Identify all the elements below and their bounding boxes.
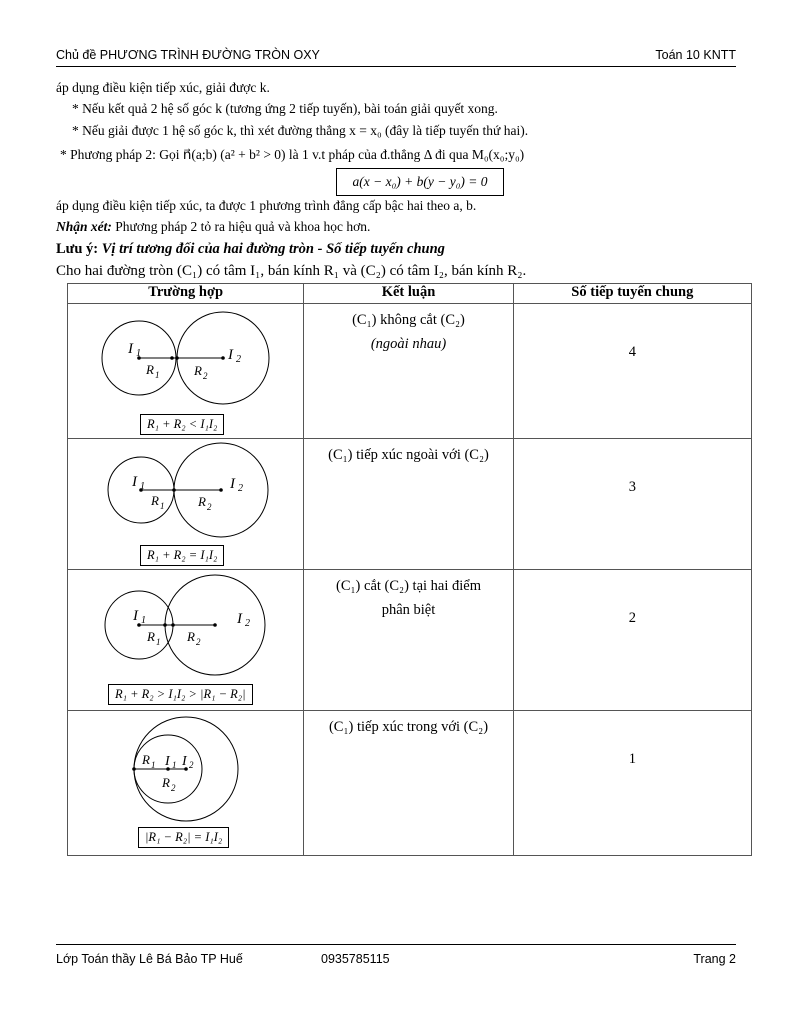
line-homogeneous: áp dụng điều kiện tiếp xúc, ta được 1 phương trình đẳng cấp bậc hai theo a, b. [56,198,477,213]
count-cell [513,439,751,570]
col-header-tangent-count: Số tiếp tuyến chung [513,284,751,304]
conclusion-main: (C₁) không cắt (C₂) [352,312,465,328]
label-r1-sub: 1 [156,637,161,647]
diagram-intersecting-circles [68,570,304,680]
point-c2-edge [175,356,179,360]
header-topic: Chủ đề PHƯƠNG TRÌNH ĐƯỜNG TRÒN OXY [56,48,320,62]
line-remark [56,219,370,235]
label-i2: I [237,611,242,627]
label-i2: I [230,476,235,492]
table-row [68,570,752,711]
col-header-conclusion: Kết luận [304,284,513,304]
label-i2-sub: 2 [238,483,243,494]
label-i1-sub: 1 [136,348,141,359]
footer-phone: 0935785115 [321,952,390,966]
label-r2: R [162,775,170,790]
header-course: Toán 10 KNTT [655,48,736,62]
label-r1: R [151,493,159,508]
center-i2 [221,356,225,360]
count-cell [513,711,751,856]
label-i1-sub: 1 [141,615,146,626]
count-cell [513,304,751,439]
count-cell [513,570,751,711]
label-i2: I [228,347,233,363]
center-i2 [213,623,217,627]
label-i2: I [182,754,187,769]
condition-box: R₁ + R₂ = I₁I₂ [140,545,224,566]
case-cell [68,570,304,711]
line-case-one-k: * Nếu giải được 1 hệ số góc k, thì xét đường thẳng x = x₀ (đây là tiếp tuyến thứ hai). [72,123,529,138]
tangent-count: 1 [628,751,636,767]
tangent-count: 3 [628,479,636,495]
conclusion-cell [304,304,513,439]
line-apply: áp dụng điều kiện tiếp xúc, giải được k. [56,80,270,95]
condition-box: R₁ + R₂ < I₁I₂ [140,414,224,435]
conclusion-note: phân biệt [381,602,436,618]
label-r1-sub: 1 [151,760,156,770]
case-cell [68,439,304,570]
table-row [68,304,752,439]
table-row [68,439,752,570]
condition-box: |R₁ − R₂| = I₁I₂ [138,827,229,848]
label-r2: R [194,363,202,378]
label-i2-sub: 2 [236,354,241,365]
label-r2-sub: 2 [196,637,201,647]
center-i2 [219,488,223,492]
conclusion-cell [304,711,513,856]
label-r1: R [146,362,154,377]
footer-class-name: Lớp Toán thầy Lê Bá Bảo TP Huế [56,952,243,966]
line-method-2: * Phương pháp 2: Gọi n⃗(a;b) (a² + b² > 0) là 1 v.t pháp của đ.thẳng Δ đi qua M₀(x₀;y₀) [60,147,525,162]
label-r1: R [142,752,150,767]
note-label: Lưu ý: [56,241,99,257]
remark-label: Nhận xét: [56,219,112,234]
diagram-disjoint-circles [68,304,304,414]
label-i1-sub: 1 [172,760,177,770]
label-i1: I [132,474,137,490]
page-header [56,46,736,67]
circle-positions-table [67,283,752,856]
conclusion-main: (C₁) cắt (C₂) tại hai điểm [336,578,481,594]
label-r2-sub: 2 [207,502,212,512]
label-r1: R [147,629,155,644]
label-i1: I [133,608,138,624]
label-r2: R [198,494,206,509]
label-i1: I [165,754,170,769]
label-i1: I [128,341,133,357]
label-i2-sub: 2 [245,618,250,629]
point-c1-edge [171,623,175,627]
tangent-count: 2 [628,610,636,626]
label-r2-sub: 2 [171,783,176,793]
conclusion-main: (C₁) tiếp xúc trong với (C₂) [328,719,489,735]
remark-text: Phương pháp 2 tỏ ra hiệu quả và khoa học hơn. [111,219,371,234]
case-cell [68,711,304,856]
label-r1-sub: 1 [155,370,160,380]
table-header-row [68,284,752,304]
conclusion-note: (ngoài nhau) [370,336,447,352]
conclusion-cell [304,570,513,711]
tangent-point [132,767,136,771]
tangent-line-formula: a(x − x₀) + b(y − y₀) = 0 [336,168,504,196]
label-i1-sub: 1 [140,481,145,492]
label-r2-sub: 2 [203,371,208,381]
case-cell [68,304,304,439]
label-r2: R [187,629,195,644]
tangent-count: 4 [628,344,636,360]
note-title: Vị trí tương đối của hai đường tròn - Số tiếp tuyến chung [98,241,445,257]
label-r1-sub: 1 [160,501,165,511]
table-row [68,711,752,856]
page-footer [56,944,736,969]
line-intro: Cho hai đường tròn (C₁) có tâm I₁, bán kính R₁ và (C₂) có tâm I₂, bán kính R₂. [56,263,527,279]
footer-page-number: Trang 2 [693,952,736,966]
conclusion-main: (C₁) tiếp xúc ngoài với (C₂) [328,447,489,463]
tangent-point [172,488,176,492]
point-c1-edge [170,356,174,360]
point-c2-edge [163,623,167,627]
label-i2-sub: 2 [189,760,194,770]
line-note [56,241,445,258]
condition-box: R₁ + R₂ > I₁I₂ > |R₁ − R₂| [108,684,253,705]
conclusion-cell [304,439,513,570]
diagram-internal-tangent [68,711,304,825]
line-case-two-k: * Nếu kết quả 2 hệ số góc k (tương ứng 2 tiếp tuyến), bài toán giải quyết xong. [72,101,498,116]
diagram-external-tangent [68,439,304,545]
col-header-case: Trường hợp [68,284,304,304]
